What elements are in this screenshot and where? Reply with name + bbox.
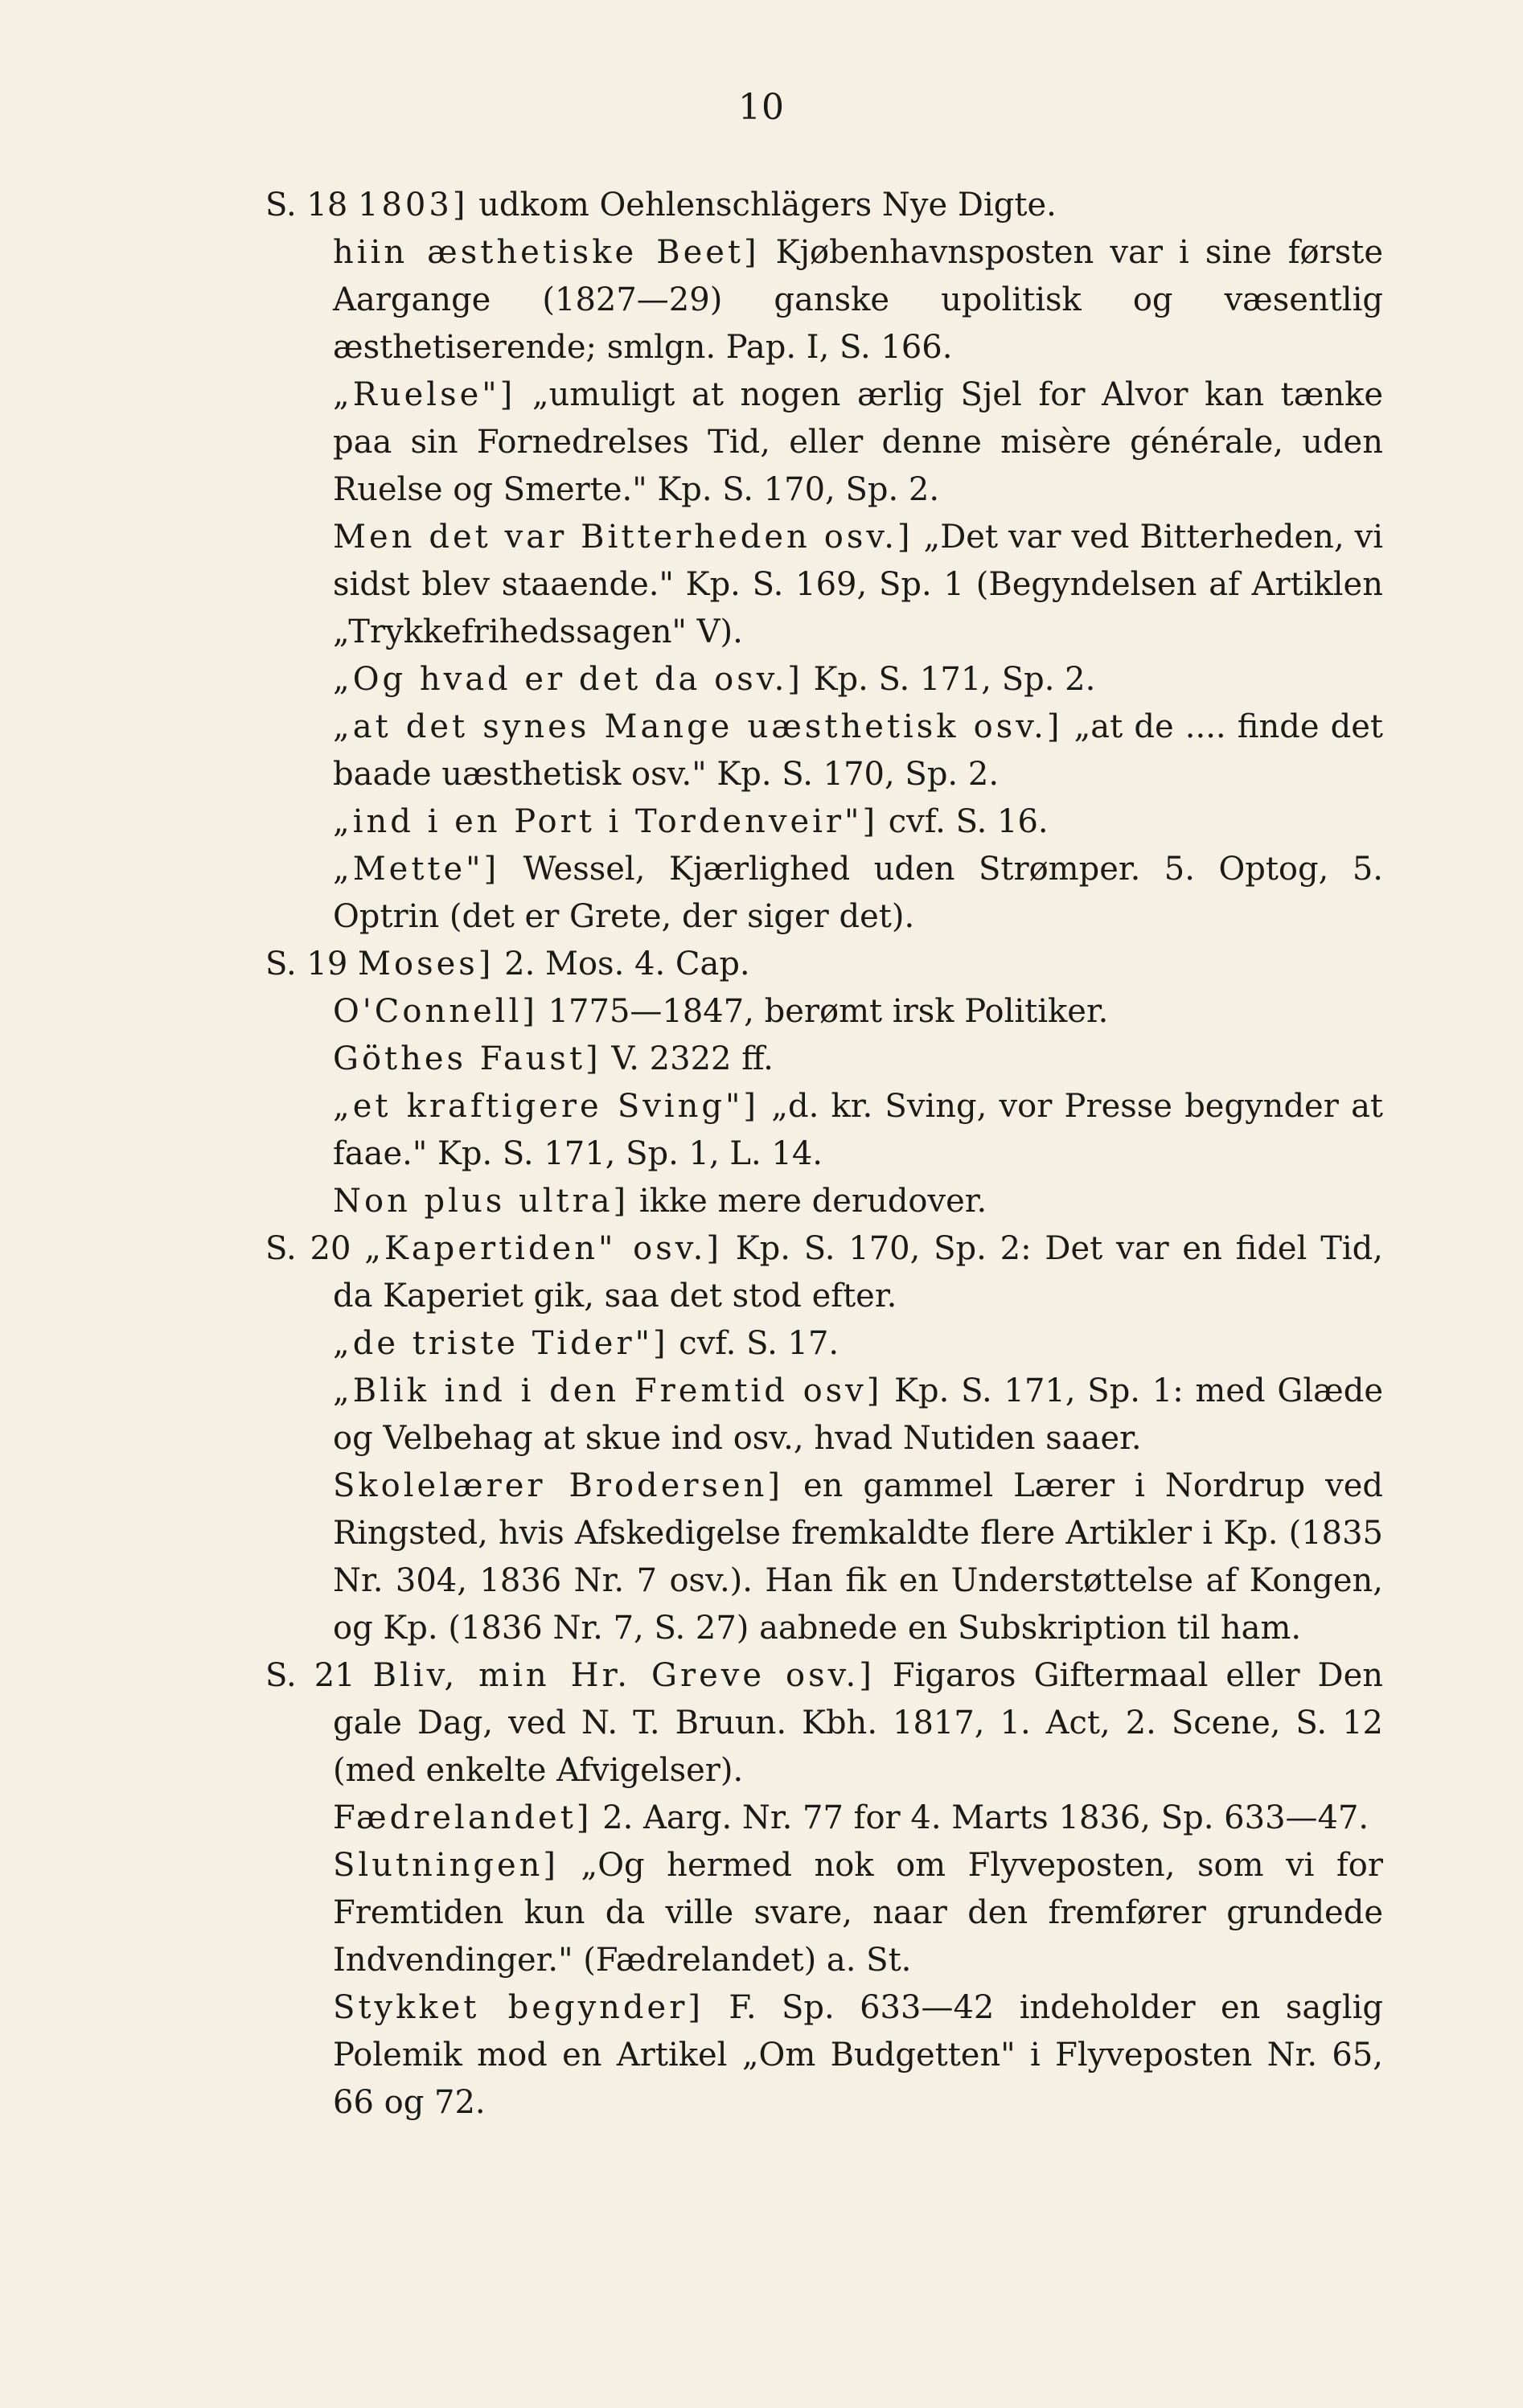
page-number: 10 [738, 87, 785, 128]
note-entry [265, 1083, 1383, 1178]
note-lemma: hiin æsthetiske Beet] [333, 234, 760, 271]
note-entry [265, 1795, 1383, 1842]
note-text: Kp. S. 171, Sp. 2. [803, 661, 1096, 698]
note-lemma: Skolelærer Brodersen] [333, 1467, 784, 1504]
note-entry [265, 1320, 1383, 1368]
note-text: Kp. S. 171, Sp. 1: med Glæde og Velbehag at skue ind osv., hvad Nutiden saaer. [333, 1372, 1383, 1457]
note-text: Figaros Giftermaal eller Den gale Dag, ved N. T. Bruun. Kbh. 1817, 1. Act, 2. Scene, S. 12 (med enkelte Afvigelser). [333, 1657, 1383, 1789]
note-text: 2. Mos. 4. Cap. [494, 946, 750, 982]
note-entry [265, 988, 1383, 1036]
page-label: S. 20 [265, 1230, 351, 1267]
note-text: en gammel Lærer i Nordrup ved Ringsted, hvis Afskedigelse fremkaldte flere Artikler i Kp. (1835 Nr. 304, 1836 Nr. 7 osv.). Han fik en Understøttelse af Kongen, og Kp. (1836 Nr. 7, S. 27) aabnede en Subskription til ham. [333, 1467, 1383, 1647]
note-text: V. 2322 ff. [601, 1040, 774, 1077]
note-text: 1775—1847, berømt irsk Politiker. [537, 993, 1109, 1030]
note-text: „d. kr. Sving, vor Presse begynder at faae." Kp. S. 171, Sp. 1, L. 14. [333, 1088, 1383, 1172]
page-label: S. 18 [265, 187, 348, 224]
note-entry [265, 1652, 1383, 1795]
note-text: „at de .... finde det baade uæsthetisk osv." Kp. S. 170, Sp. 2. [333, 708, 1383, 793]
note-entry [265, 229, 1383, 371]
note-entry [265, 1178, 1383, 1225]
note-entry [265, 371, 1383, 514]
note-entry [265, 1368, 1383, 1462]
note-entry [265, 704, 1383, 798]
note-lemma: „de triste Tider"] [333, 1325, 669, 1362]
note-lemma: „Og hvad er det da osv.] [333, 661, 803, 698]
note-lemma: „at det synes Mange uæsthetisk osv.] [333, 708, 1063, 745]
note-lemma: Non plus ultra] [333, 1183, 630, 1220]
commentary-body [265, 182, 1383, 2127]
page-label: S. 21 [265, 1657, 355, 1694]
note-text: ikke mere derudover. [629, 1183, 987, 1220]
note-entry [265, 1462, 1383, 1652]
note-lemma: 1803] [358, 187, 469, 224]
note-text: Kjøbenhavnsposten var i sine første Aargange (1827—29) ganske upolitisk og væsentlig æsthetiserende; smlgn. Pap. I, S. 166. [333, 234, 1383, 366]
note-text: „Det var ved Bitterheden, vi sidst blev staaende." Kp. S. 169, Sp. 1 (Begyndelsen af Artiklen „Trykkefrihedssagen" V). [333, 519, 1383, 650]
note-entry [265, 1225, 1383, 1320]
note-text: udkom Oehlenschlägers Nye Digte. [468, 187, 1057, 224]
note-lemma: Moses] [358, 946, 495, 982]
note-text: cvf. S. 17. [668, 1325, 839, 1362]
note-lemma: „et kraftigere Sving"] [333, 1088, 760, 1125]
note-lemma: Men det var Bitterheden osv.] [333, 519, 913, 556]
note-lemma: Slutningen] [333, 1847, 559, 1884]
note-lemma: Göthes Faust] [333, 1040, 601, 1077]
note-text: 2. Aarg. Nr. 77 for 4. Marts 1836, Sp. 633—47. [592, 1799, 1369, 1836]
note-entry [265, 798, 1383, 846]
note-text: F. Sp. 633—42 indeholder en saglig Polemik mod en Artikel „Om Budgetten" i Flyveposten Nr. 65, 66 og 72. [333, 1989, 1384, 2121]
note-entry [265, 1036, 1383, 1083]
page-label: S. 19 [265, 946, 348, 982]
note-lemma: Stykket begynder] [333, 1989, 704, 2026]
note-lemma: „ind i en Port i Tordenveir"] [333, 803, 879, 840]
note-entry [265, 514, 1383, 656]
note-text: Kp. S. 170, Sp. 2: Det var en fidel Tid, da Kaperiet gik, saa det stod efter. [333, 1230, 1383, 1315]
note-entry [265, 1842, 1383, 1984]
note-lemma: „Mette"] [333, 851, 500, 888]
note-text: „Og hermed nok om Flyveposten, som vi for Fremtiden kun da ville svare, naar den fremfører grundede Indvendinger." (Fædrelandet) a. St. [333, 1847, 1383, 1979]
note-entry [265, 941, 1383, 988]
note-entry [265, 182, 1383, 229]
note-text: cvf. S. 16. [878, 803, 1049, 840]
note-lemma: „Ruelse"] [333, 376, 516, 413]
note-entry [265, 846, 1383, 941]
note-lemma: „Blik ind i den Fremtid osv] [333, 1372, 883, 1409]
note-lemma: Fædrelandet] [333, 1799, 593, 1836]
note-text: Wessel, Kjærlighed uden Strømper. 5. Optog, 5. Optrin (det er Grete, der siger det). [333, 851, 1383, 935]
note-lemma: „Kapertiden" osv.] [364, 1230, 722, 1267]
note-lemma: O'Connell] [333, 993, 538, 1030]
note-lemma: Bliv, min Hr. Greve osv.] [372, 1657, 875, 1694]
note-entry [265, 656, 1383, 704]
note-text: „umuligt at nogen ærlig Sjel for Alvor kan tænke paa sin Fornedrelses Tid, eller denne misère générale, uden Ruelse og Smerte." Kp. S. 170, Sp. 2. [333, 376, 1383, 508]
note-entry [265, 1984, 1383, 2127]
